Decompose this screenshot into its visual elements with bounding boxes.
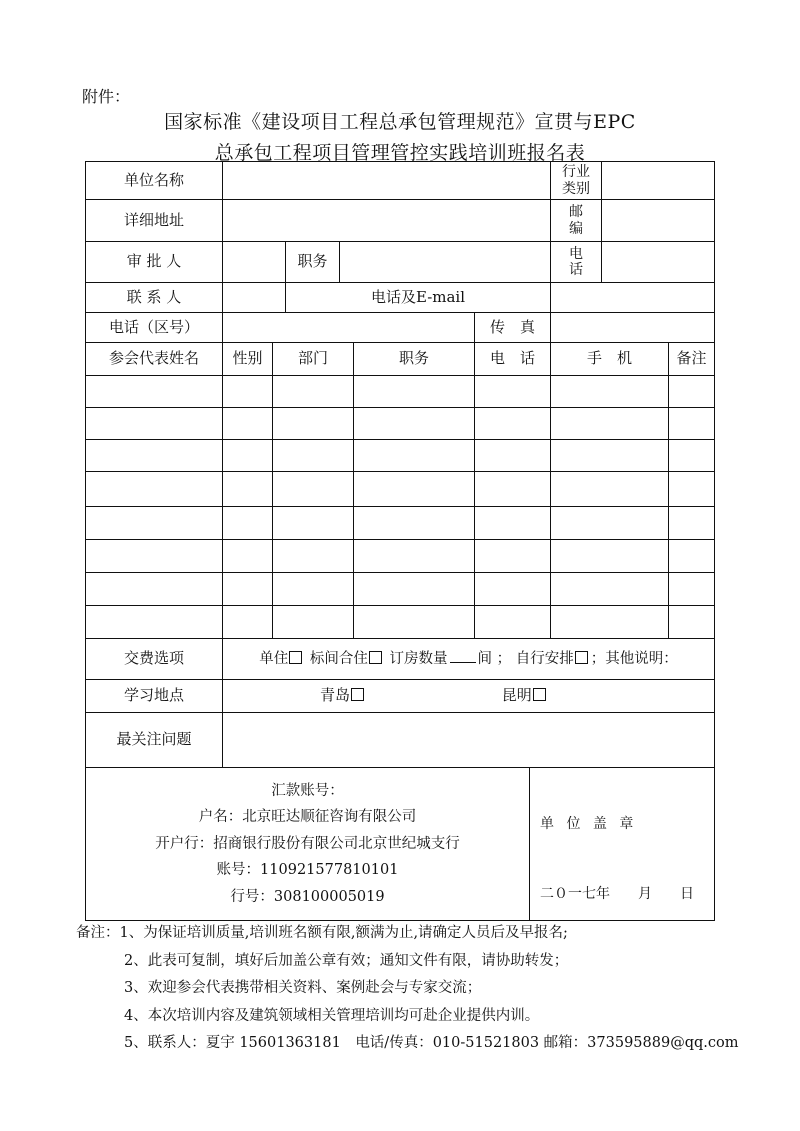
participant-phone-cell[interactable] xyxy=(475,472,551,507)
participant-phone-cell[interactable] xyxy=(475,573,551,606)
account-number: 账号：110921577810101 xyxy=(216,862,399,879)
fax-field[interactable] xyxy=(551,313,715,343)
participant-name-cell[interactable] xyxy=(86,573,223,606)
participant-position-cell[interactable] xyxy=(354,440,475,472)
participant-row xyxy=(86,540,715,573)
participant-row xyxy=(86,440,715,472)
participant-phone-cell[interactable] xyxy=(475,408,551,440)
phone-email-field[interactable] xyxy=(551,283,715,313)
participant-row xyxy=(86,408,715,440)
registration-form xyxy=(85,161,715,921)
seal-area xyxy=(530,768,715,921)
form-title-line2: 总承包工程项目管理管控实践培训班报名表 xyxy=(214,142,586,164)
fee-label: 交费选项 xyxy=(86,639,223,680)
note-5: 5、联系人：夏宇 15601363181 电话/传真：010-51521803 邮箱：373595889@qq.com xyxy=(124,1035,739,1052)
unit-name-label: 单位名称 xyxy=(86,162,223,200)
form-title-line1: 国家标准《建设项目工程总承包管理规范》宣贯与EPC xyxy=(164,111,636,133)
contact-field[interactable] xyxy=(223,283,286,313)
participant-department-cell[interactable] xyxy=(273,440,354,472)
concern-label: 最关注问题 xyxy=(86,713,223,768)
phone-field[interactable] xyxy=(602,242,715,283)
participant-position-cell[interactable] xyxy=(354,408,475,440)
phone-label: 电 话 xyxy=(551,242,602,283)
participant-position-cell[interactable] xyxy=(354,376,475,408)
bank-title: 汇款账号： xyxy=(271,783,344,800)
header-name: 参会代表姓名 xyxy=(86,343,223,376)
participant-mobile-cell[interactable] xyxy=(551,408,669,440)
approver-field[interactable] xyxy=(223,242,286,283)
qingdao-checkbox[interactable] xyxy=(351,688,364,701)
note-2: 2、此表可复制，填好后加盖公章有效；通知文件有限，请协助转发； xyxy=(124,952,569,969)
participant-department-cell[interactable] xyxy=(273,540,354,573)
participant-phone-cell[interactable] xyxy=(475,376,551,408)
participant-mobile-cell[interactable] xyxy=(551,540,669,573)
participant-department-cell[interactable] xyxy=(273,408,354,440)
participant-remarks-cell[interactable] xyxy=(669,507,715,540)
participant-gender-cell[interactable] xyxy=(223,408,273,440)
fee-options: 单住 标间合住 订房数量 间 ； 自行安排 ；其他说明： xyxy=(223,639,715,680)
participant-mobile-cell[interactable] xyxy=(551,472,669,507)
contact-label: 联 系 人 xyxy=(86,283,223,313)
participant-gender-cell[interactable] xyxy=(223,472,273,507)
participant-position-cell[interactable] xyxy=(354,472,475,507)
participant-remarks-cell[interactable] xyxy=(669,472,715,507)
unit-name-field[interactable] xyxy=(223,162,551,200)
participant-phone-cell[interactable] xyxy=(475,440,551,472)
note-4: 4、本次培训内容及建筑领域相关管理培训均可赴企业提供内训。 xyxy=(124,1007,540,1024)
participant-mobile-cell[interactable] xyxy=(551,507,669,540)
fax-label: 传 真 xyxy=(475,313,551,343)
participant-name-cell[interactable] xyxy=(86,540,223,573)
participant-row xyxy=(86,472,715,507)
twin-room-checkbox[interactable] xyxy=(369,651,382,664)
location-options: 青岛 昆明 xyxy=(223,680,715,713)
participant-name-cell[interactable] xyxy=(86,408,223,440)
address-label: 详细地址 xyxy=(86,200,223,242)
participant-name-cell[interactable] xyxy=(86,472,223,507)
participant-gender-cell[interactable] xyxy=(223,606,273,639)
participant-position-cell[interactable] xyxy=(354,540,475,573)
phone-email-label: 电话及E-mail xyxy=(286,283,551,313)
participant-department-cell[interactable] xyxy=(273,376,354,408)
participant-mobile-cell[interactable] xyxy=(551,573,669,606)
participant-position-cell[interactable] xyxy=(354,573,475,606)
participant-gender-cell[interactable] xyxy=(223,573,273,606)
location-label: 学习地点 xyxy=(86,680,223,713)
industry-label: 行业 类别 xyxy=(551,162,602,200)
participant-position-cell[interactable] xyxy=(354,507,475,540)
participant-phone-cell[interactable] xyxy=(475,606,551,639)
participant-name-cell[interactable] xyxy=(86,376,223,408)
participant-name-cell[interactable] xyxy=(86,606,223,639)
header-mobile: 手 机 xyxy=(551,343,669,376)
postcode-label: 邮 编 xyxy=(551,200,602,242)
participant-phone-cell[interactable] xyxy=(475,540,551,573)
participant-gender-cell[interactable] xyxy=(223,376,273,408)
participant-row xyxy=(86,573,715,606)
participant-phone-cell[interactable] xyxy=(475,507,551,540)
participant-remarks-cell[interactable] xyxy=(669,408,715,440)
seal-label: 单 位 盖 章 xyxy=(540,816,638,832)
note-1: 备注：1、为保证培训质量,培训班名额有限,额满为止,请确定人员后及早报名; xyxy=(76,925,568,941)
address-field[interactable] xyxy=(223,200,551,242)
header-position: 职务 xyxy=(354,343,475,376)
participant-gender-cell[interactable] xyxy=(223,540,273,573)
note-3: 3、欢迎参会代表携带相关资料、案例赴会与专家交流； xyxy=(124,980,482,997)
participant-gender-cell[interactable] xyxy=(223,507,273,540)
participant-mobile-cell[interactable] xyxy=(551,440,669,472)
position-field[interactable] xyxy=(340,242,551,283)
participant-position-cell[interactable] xyxy=(354,606,475,639)
bank-name: 开户行：招商银行股份有限公司北京世纪城支行 xyxy=(155,835,460,852)
header-remarks: 备注 xyxy=(669,343,715,376)
industry-field[interactable] xyxy=(602,162,715,200)
participant-remarks-cell[interactable] xyxy=(669,440,715,472)
participant-mobile-cell[interactable] xyxy=(551,606,669,639)
kunming-checkbox[interactable] xyxy=(533,688,546,701)
participant-department-cell[interactable] xyxy=(273,472,354,507)
phone-area-label: 电话（区号） xyxy=(86,313,223,343)
participant-remarks-cell[interactable] xyxy=(669,376,715,408)
phone-area-field[interactable] xyxy=(223,313,475,343)
self-arranged-checkbox[interactable] xyxy=(575,651,588,664)
notes xyxy=(76,920,776,1058)
header-phone: 电 话 xyxy=(475,343,551,376)
participant-name-cell[interactable] xyxy=(86,440,223,472)
participant-department-cell[interactable] xyxy=(273,573,354,606)
bank-code: 行号：308100005019 xyxy=(230,888,385,905)
participant-remarks-cell[interactable] xyxy=(669,573,715,606)
participant-name-cell[interactable] xyxy=(86,507,223,540)
participant-row xyxy=(86,507,715,540)
single-room-checkbox[interactable] xyxy=(289,651,302,664)
account-name: 户名：北京旺达顺征咨询有限公司 xyxy=(198,809,417,826)
concern-field[interactable] xyxy=(223,713,715,768)
postcode-field[interactable] xyxy=(602,200,715,242)
header-department: 部门 xyxy=(273,343,354,376)
participant-rows xyxy=(86,376,715,639)
header-gender: 性别 xyxy=(223,343,273,376)
approver-label: 审 批 人 xyxy=(86,242,223,283)
participant-remarks-cell[interactable] xyxy=(669,606,715,639)
position-label: 职务 xyxy=(286,242,340,283)
participant-department-cell[interactable] xyxy=(273,606,354,639)
attachment-label: 附件： xyxy=(82,87,131,106)
participant-row xyxy=(86,606,715,639)
participant-department-cell[interactable] xyxy=(273,507,354,540)
participant-mobile-cell[interactable] xyxy=(551,376,669,408)
bank-info xyxy=(86,768,530,921)
participant-gender-cell[interactable] xyxy=(223,440,273,472)
participant-remarks-cell[interactable] xyxy=(669,540,715,573)
room-quantity-field[interactable] xyxy=(450,650,476,663)
seal-date: 二０一七年 月 日 xyxy=(540,886,694,902)
participant-row xyxy=(86,376,715,408)
